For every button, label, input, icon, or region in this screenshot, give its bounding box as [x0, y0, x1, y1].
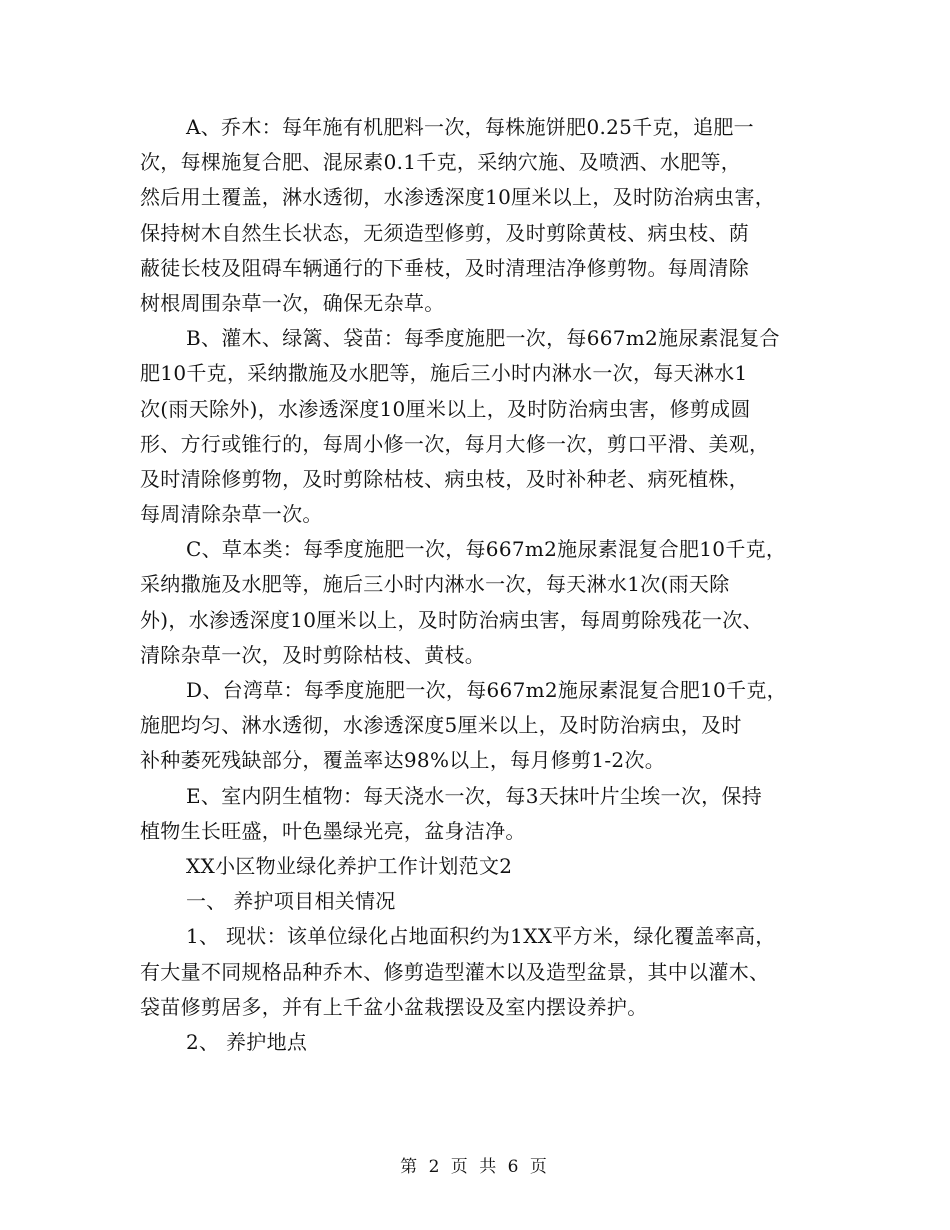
- text-line: 形、方行或锥行的，每周小修一次，每月大修一次，剪口平滑、美观，: [140, 431, 770, 456]
- text-line: 蔽徒长枝及阻碍车辆通行的下垂枝，及时清理洁净修剪物。每周清除: [140, 255, 749, 280]
- subsection-heading: 2、 养护地点: [186, 1029, 308, 1054]
- page-number-footer: 第 2 页 共 6 页: [400, 1157, 550, 1177]
- text-line: 有大量不同规格品种乔木、修剪造型灌木以及造型盆景，其中以灌木、: [140, 959, 770, 984]
- text-line: 补种萎死残缺部分，覆盖率达98%以上，每月修剪1-2次。: [140, 748, 666, 773]
- text-line: 清除杂草一次，及时剪除枯枝、黄枝。: [140, 642, 486, 667]
- text-line: E、室内阴生植物：每天浇水一次，每3天抹叶片尘埃一次，保持: [186, 783, 763, 808]
- text-line: 外)，水渗透深度10厘米以上，及时防治病虫害，每周剪除残花一次、: [140, 607, 763, 632]
- text-line: 树根周围杂草一次，确保无杂草。: [140, 290, 445, 315]
- text-line: 施肥均匀、淋水透彻，水渗透深度5厘米以上，及时防治病虫，及时: [140, 713, 742, 738]
- text-line: 每周清除杂草一次。: [140, 502, 323, 527]
- text-line: D、台湾草：每季度施肥一次，每667m2施尿素混复合肥10千克，: [186, 678, 787, 702]
- text-line: 肥10千克，采纳撒施及水肥等，施后三小时内淋水一次，每天淋水1: [140, 361, 748, 386]
- text-line: 然后用土覆盖，淋水透彻，水渗透深度10厘米以上，及时防治病虫害，: [140, 185, 776, 210]
- text-line: B、灌木、绿篱、袋苗：每季度施肥一次，每667m2施尿素混复合: [186, 326, 780, 351]
- text-line: 植物生长旺盛，叶色墨绿光亮，盆身洁净。: [140, 818, 526, 843]
- text-line: 1、 现状：该单位绿化占地面积约为1XX平方米，绿化覆盖率高，: [186, 924, 776, 949]
- text-line: 保持树木自然生长状态，无须造型修剪，及时剪除黄枝、病虫枝、荫: [140, 220, 749, 245]
- text-line: C、草本类：每季度施肥一次，每667m2施尿素混复合肥10千克，: [186, 537, 787, 562]
- text-line: 袋苗修剪居多，并有上千盆小盆栽摆设及室内摆设养护。: [140, 994, 648, 1019]
- text-line: 采纳撒施及水肥等，施后三小时内淋水一次，每天淋水1次(雨天除: [140, 572, 730, 597]
- section-heading: 一、 养护项目相关情况: [186, 889, 396, 914]
- text-line: A、乔木：每年施有机肥料一次，每株施饼肥0.25千克，追肥一: [186, 115, 754, 139]
- text-line: 及时清除修剪物，及时剪除枯枝、病虫枝，及时补种老、病死植株，: [140, 466, 749, 491]
- text-line: 次(雨天除外)，水渗透深度10厘米以上，及时防治病虫害，修剪成圆: [140, 396, 751, 421]
- text-line: 次，每棵施复合肥、混尿素0.1千克，采纳穴施、及喷洒、水肥等，: [140, 150, 742, 175]
- document-body: [140, 110, 820, 1060]
- section-title: XX小区物业绿化养护工作计划范文2: [186, 853, 513, 878]
